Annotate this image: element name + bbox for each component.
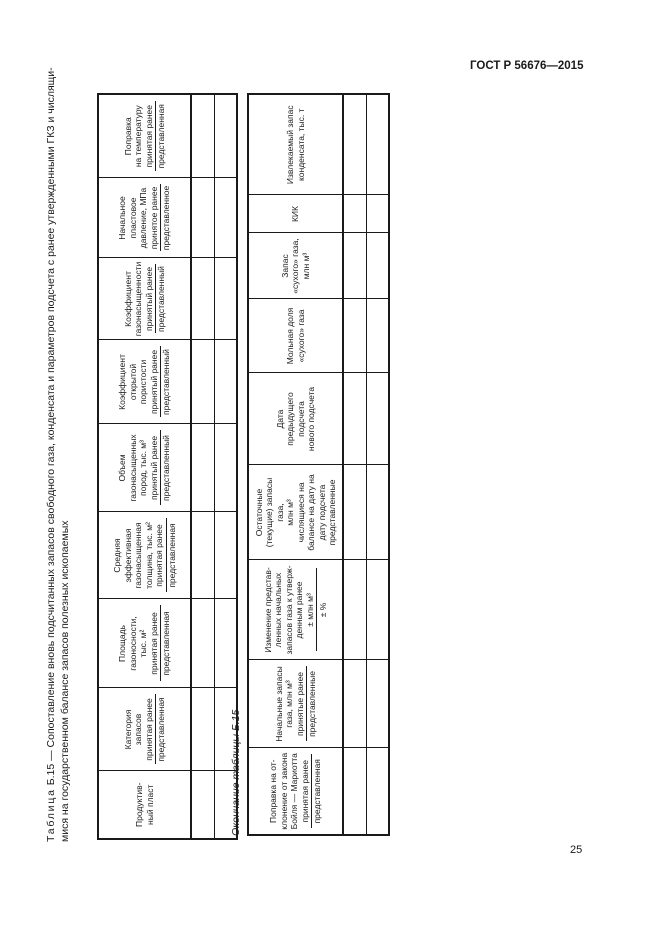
column-header-label: Категория запасов [122,709,143,750]
table-caption-title: Б.15 — Сопоставление вновь подсчитанных запасов свободного газа, конденсата и параметров подсчета с ранее утвержденными ГКЗ и числящи- [45,67,57,789]
column-header [248,373,343,465]
column-header-label: Площадь газоносности, тыс. м² [117,616,149,671]
column-header-label: Коэффициент открытой пористости [117,354,149,410]
column-subheader: нового подсчета [306,386,316,452]
table-cell [366,748,389,835]
column-subheader: принятая ранее [143,698,154,761]
column-subheader: принятая ранее [148,612,159,675]
table-cell [343,94,366,195]
column-header-label: Остаточные (текущие) запасы газа, млн м³ числящиеся на балансе на дату на дату подсчета [253,474,327,551]
table-2 [247,93,390,836]
table-cell [343,560,366,660]
table-caption-lead: Таблица [45,788,57,842]
table-row [191,94,214,839]
table-cell [191,340,214,424]
table-cell [191,512,214,599]
column-header-label: Извлекаемый запас конденсата, тыс. т [285,105,306,185]
column-header-label: Изменение представ- ленных начальных запасов газа к утверж- денным ранее [262,565,304,655]
table-cell [366,660,389,748]
column-header-label: Поправка на температуру [122,105,143,168]
column-subheader: принятая ранее [154,524,164,587]
column-subheader: представленная [155,695,167,765]
table-cell [214,424,237,512]
table-cell [343,373,366,465]
column-header [248,560,343,660]
table-cell [214,512,237,599]
column-header [248,748,343,835]
column-header [98,512,191,599]
table-cell [366,560,389,660]
column-subheader: представленная [155,101,167,172]
column-header-label: Начальное пластовое давление, МПа [117,187,149,249]
table-cell [191,599,214,688]
column-subheader: представленное [161,185,172,251]
table-cell [343,465,366,560]
column-subheader: представленный [156,266,166,332]
column-subheader: принятая ранее [143,105,154,168]
column-subheader: представленный [160,431,172,506]
column-subheader: представленная [311,755,323,829]
table-cell [214,94,237,178]
column-header [248,299,343,373]
table-cell [191,178,214,258]
table-cell [191,688,214,771]
page-number: 25 [570,844,583,856]
table-cell [343,748,366,835]
column-header-label: КИК [290,206,301,223]
table-1 [97,93,238,840]
column-subheader: представленные [306,667,318,742]
column-header-label: Начальные запасы газа, млн м³ [273,666,294,742]
table-row [366,94,389,835]
column-header [98,771,191,839]
column-header-label: Объем газонасыщенных пород, тыс. м³ [117,434,149,502]
column-header [248,94,343,195]
header-row [98,94,191,839]
column-header [98,340,191,424]
table-cell [343,195,366,233]
column-subheader: принятые ранее [294,671,305,737]
table-cell [366,94,389,195]
column-subheader: принятый ранее [148,349,159,415]
fraction-line [316,569,317,652]
table-cell [366,233,389,299]
table-cell [214,258,237,340]
column-header [98,599,191,688]
column-subheader: представленная [166,519,178,593]
column-header [98,258,191,340]
table-cell [191,771,214,839]
column-subheader: ± % [318,602,328,618]
column-header [98,688,191,771]
table-cell [366,195,389,233]
column-header-label: Мольная доля «сухого» газа [285,307,306,365]
table-2-caption: Окончание таблицы Б.15 [230,709,242,836]
column-subheader: принятый ранее [148,435,159,501]
column-header [248,233,343,299]
table-row [343,94,366,835]
table-cell [191,424,214,512]
column-subheader: принятое ранее [148,186,159,250]
table-cell [214,599,237,688]
column-header [248,465,343,560]
table-cell [343,299,366,373]
column-header [98,94,191,178]
table-cell [366,373,389,465]
table-cell [366,465,389,560]
table-cell [214,340,237,424]
column-header [248,660,343,748]
column-header-label: Средняя эффективная газонасыщенная толщина, тыс. м² [112,522,154,589]
column-header [248,195,343,233]
column-subheader: представленная [160,606,172,682]
column-header [98,424,191,512]
table-caption [44,67,72,842]
column-subheader: принятый ранее [143,266,154,332]
column-header-label: Запас «сухого» газа, млн м³ [279,238,311,294]
header-row [248,94,343,835]
table-cell [214,178,237,258]
column-subheader: представленный [160,347,172,418]
column-header-label: Дата предыдущего подсчета [274,392,306,446]
table-cell [191,258,214,340]
column-subheader: представленные [327,479,337,546]
column-header [98,178,191,258]
column-subheader: ± млн м³ [304,593,315,627]
standard-number: ГОСТ Р 56676—2015 [470,60,584,72]
table-cell [366,299,389,373]
column-header-label: Поправка на от- клонение от закона Бойля — Мариотта [268,752,300,830]
table-cell [343,233,366,299]
column-subheader: принятая ранее [299,760,310,823]
table-cell [343,660,366,748]
table-cell [191,94,214,178]
table-caption-line2: мися на государственном балансе запасов полезных ископаемых [59,520,71,842]
column-header-label: Продуктив- ный пласт [134,782,155,827]
column-header-label: Коэффициент газонасыщенности [122,261,143,337]
